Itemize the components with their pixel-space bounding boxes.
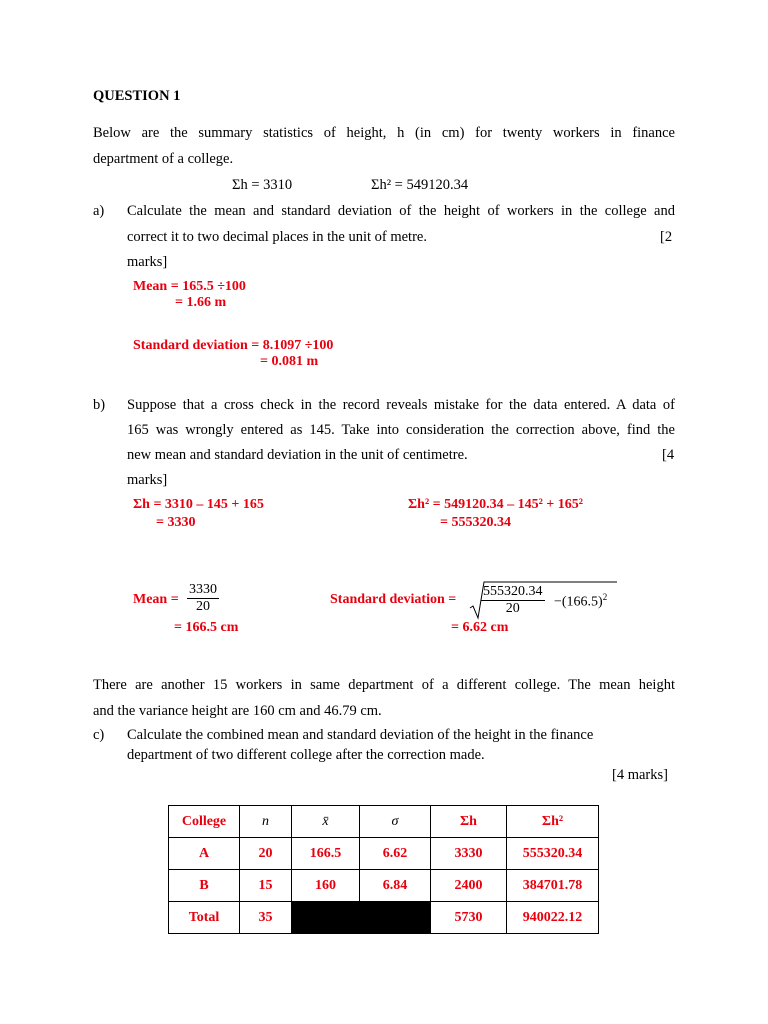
part-b-mean-label: Mean = — [133, 592, 179, 607]
header-sum-h: Σh — [431, 806, 507, 838]
table-row — [169, 838, 599, 870]
part-b-sd-result: = 6.62 cm — [451, 620, 509, 635]
part-b-label: b) — [93, 397, 106, 413]
cell-college: Total — [169, 902, 240, 934]
cell-sum-h: 3330 — [431, 838, 507, 870]
part-b-mean-result: = 166.5 cm — [174, 620, 239, 635]
part-c-marks: [4 marks] — [612, 767, 668, 783]
context-line-2: and the variance height are 160 cm and 46.79 cm. — [93, 703, 382, 719]
part-a-line-2: correct it to two decimal places in the unit of metre. — [127, 229, 427, 245]
context-line-1: There are another 15 workers in same department of a different college. The mean height — [93, 677, 675, 693]
sum-h: Σh = 3310 — [232, 177, 293, 193]
cell-n: 20 — [240, 838, 292, 870]
part-c-line-2: department of two different college after the correction made. — [127, 747, 485, 763]
part-c-label: c) — [93, 727, 105, 743]
part-a-marks: [2 — [660, 229, 673, 245]
header-sigma: σ — [360, 806, 431, 838]
part-a-sd-result: = 0.081 m — [260, 354, 319, 369]
cell-sigma: 6.84 — [360, 870, 431, 902]
part-b-sum-h2-result: = 555320.34 — [440, 515, 511, 530]
question-title: QUESTION 1 — [93, 88, 181, 104]
sd-numerator: 555320.34 — [483, 584, 543, 599]
cell-sum-h: 5730 — [431, 902, 507, 934]
cell-sigma: 6.62 — [360, 838, 431, 870]
summary-table — [168, 805, 599, 934]
part-b-marks-cont: marks] — [127, 472, 168, 488]
cell-sum-h: 2400 — [431, 870, 507, 902]
sd-denominator: 20 — [505, 601, 520, 616]
intro-line-2: department of a college. — [93, 151, 234, 167]
part-b-marks: [4 — [662, 447, 675, 463]
cell-college: A — [169, 838, 240, 870]
mean-denominator: 20 — [196, 599, 210, 614]
part-b-sum-h2-answer: Σh² = 549120.34 – 145² + 165² — [408, 497, 583, 512]
table-row — [169, 870, 599, 902]
header-n: n — [240, 806, 292, 838]
part-a-label: a) — [93, 203, 105, 219]
intro-line-1: Below are the summary statistics of height, h (in cm) for twenty workers in finance — [93, 125, 675, 141]
cell-n: 15 — [240, 870, 292, 902]
cell-mean: 166.5 — [292, 838, 360, 870]
cell-sum-h2: 555320.34 — [507, 838, 599, 870]
part-a-marks-cont: marks] — [127, 254, 168, 270]
header-mean: x̄ — [292, 806, 360, 838]
header-college: College — [169, 806, 240, 838]
cell-n: 35 — [240, 902, 292, 934]
part-a-sd-answer: Standard deviation = 8.1097 ÷100 — [133, 338, 334, 353]
part-b-sd-label: Standard deviation = — [330, 592, 457, 607]
part-b-mean-fraction — [187, 582, 219, 615]
part-b-line-1: Suppose that a cross check in the record reveals mistake for the data entered. A data of — [127, 397, 675, 413]
header-sum-h2: Σh² — [507, 806, 599, 838]
part-a-mean-answer: Mean = 165.5 ÷100 — [133, 279, 246, 294]
mean-numerator: 3330 — [189, 582, 217, 597]
sd-tail-exponent: 2 — [602, 592, 608, 602]
cell-sum-h2: 940022.12 — [507, 902, 599, 934]
part-c-line-1: Calculate the combined mean and standard deviation of the height in the finance — [127, 727, 594, 743]
cell-sum-h2: 384701.78 — [507, 870, 599, 902]
part-b-sum-h-answer: Σh = 3310 – 145 + 165 — [133, 497, 264, 512]
cell-college: B — [169, 870, 240, 902]
sd-tail-text: −(166.5) — [554, 594, 603, 610]
cell-mean: 160 — [292, 870, 360, 902]
part-a-line-1: Calculate the mean and standard deviation of the height of workers in the college and — [127, 203, 675, 219]
part-b-sd-tail — [554, 592, 607, 611]
part-b-sum-h-result: = 3330 — [156, 515, 196, 530]
part-b-line-3: new mean and standard deviation in the unit of centimetre. — [127, 447, 468, 463]
sum-h-squared: Σh² = 549120.34 — [371, 177, 469, 193]
part-a-mean-result: = 1.66 m — [175, 295, 227, 310]
part-b-sd-fraction — [481, 584, 545, 617]
table-header-row — [169, 806, 599, 838]
part-b-line-2: 165 was wrongly entered as 145. Take into consideration the correction above, find the — [127, 422, 675, 438]
redacted-cell — [292, 902, 431, 934]
table-row — [169, 902, 599, 934]
